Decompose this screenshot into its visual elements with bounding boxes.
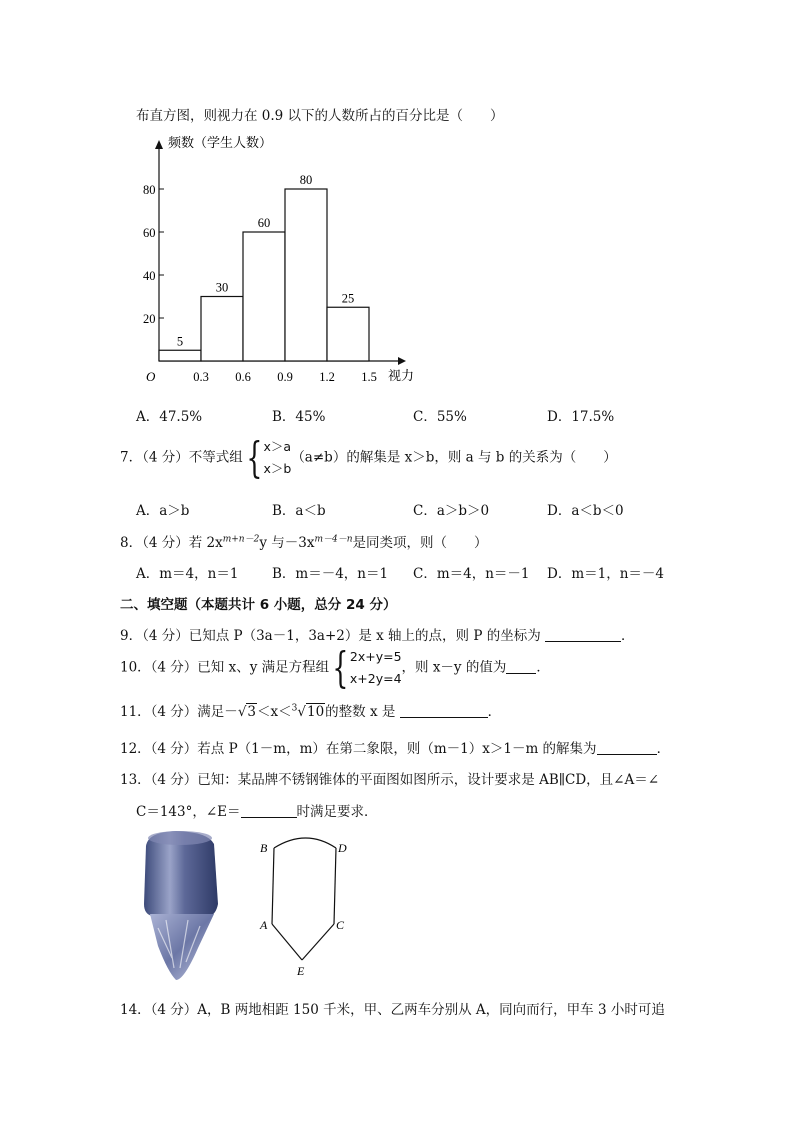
q6-option-c: C．55% (413, 409, 467, 425)
q11-answer-blank[interactable] (400, 703, 488, 718)
q6-option-a: A．47.5% (136, 409, 203, 425)
q8-exponent-b: m－4－n (314, 534, 353, 545)
q13-text-a: C＝143°，∠E＝ (136, 804, 241, 820)
label-c: C (336, 918, 345, 932)
label-a: A (260, 918, 268, 932)
q7-option-d: D．a＜b＜0 (547, 503, 624, 519)
q10-text-b: ，则 x－y 的值为 (401, 659, 507, 676)
q11-text-b: 的整数 x 是 (325, 704, 396, 720)
q8-option-a: A．m＝4，n＝1 (136, 566, 239, 582)
q7-row2: x＞b (263, 461, 292, 476)
segment-cd (334, 848, 336, 924)
segment-ce (302, 924, 334, 960)
q12-answer-blank[interactable] (597, 740, 657, 755)
q7-prefix: 7．（4 分）不等式组 (120, 449, 243, 466)
q8-option-d: D．m＝1，n＝－4 (547, 566, 664, 582)
x-axis-arrow (398, 357, 406, 365)
q7-condition: （a≠b）的解集是 x＞b，则 a 与 b 的关系为（ ） (291, 449, 617, 466)
q8-text-c: 是同类项，则（ ） (352, 535, 488, 551)
q11-radicand-1: 3 (247, 704, 257, 720)
q7-option-c: C．a＞b＞0 (413, 503, 490, 519)
question-13-line1: 13．（4 分）已知：某品牌不锈钢锥体的平面图如图所示，设计要求是 AB∥CD，且∠A＝∠ (120, 772, 660, 788)
question-11 (120, 700, 501, 720)
q11-end: ． (487, 704, 502, 720)
q10-row2: x+2y=4 (349, 671, 402, 686)
q7-option-b: B．a＜b (272, 503, 326, 519)
question-13-line2 (136, 800, 378, 820)
question-14: 14．（4 分）A，B 两地相距 150 千米，甲、乙两车分别从 A，同向而行，甲车 3 小时可追 (120, 1002, 665, 1018)
question-10 (120, 643, 550, 692)
bar-0 (159, 350, 201, 361)
q9-answer-blank[interactable] (545, 627, 621, 642)
q8-option-c: C．m＝4，n＝－1 (413, 566, 530, 582)
arc-bd (274, 838, 336, 848)
cone-photo (136, 828, 228, 984)
q12-end: ． (656, 741, 671, 757)
q12-text: 12．（4 分）若点 P（1－m，m）在第二象限，则（m－1）x＞1－m 的解集为 (120, 741, 597, 757)
q9-end: ． (621, 628, 635, 644)
y-axis-arrow (155, 140, 163, 149)
x-tick-label-1: 0.6 (235, 370, 251, 384)
geometry-figure (254, 834, 354, 980)
bar-3 (285, 189, 327, 361)
x-tick-label-3: 1.2 (319, 370, 335, 384)
question-7 (120, 433, 617, 482)
y-tick-label-60: 60 (143, 226, 156, 240)
x-axis-label: 视力 (388, 368, 415, 383)
q8-text-b: y 与－3x (259, 535, 315, 551)
q7-brace: { (246, 433, 263, 482)
q11-cbrt-10: √10 (297, 704, 325, 720)
q7-row1: x＞a (263, 439, 292, 454)
q6-stem: 布直方图，则视力在 0.9 以下的人数所占的百分比是（ ） (136, 108, 504, 124)
q10-system (350, 646, 402, 690)
q10-brace: { (332, 643, 349, 692)
q10-row1: 2x+y=5 (349, 649, 402, 664)
y-axis-label: 频数（学生人数） (168, 135, 273, 150)
y-tick-label-40: 40 (143, 269, 156, 283)
question-12 (120, 737, 670, 757)
q13-text-b: 时满足要求． (296, 804, 378, 820)
segment-ae (272, 924, 302, 960)
bar-1 (201, 297, 243, 362)
label-b: B (260, 841, 268, 855)
q7-option-a: A．a＞b (136, 503, 190, 519)
q6-option-b: B．45% (272, 409, 326, 425)
q8-text-a: 8．（4 分）若 2x (120, 535, 223, 551)
label-d: D (338, 841, 347, 855)
x-tick-label-2: 0.9 (277, 370, 293, 384)
x-tick-label-0: 0.3 (193, 370, 209, 384)
q8-exponent-a: m+n－2 (222, 534, 260, 545)
x-tick-label-4: 1.5 (361, 370, 377, 384)
bar-label-4: 25 (341, 291, 355, 306)
q6-option-d: D．17.5% (547, 409, 615, 425)
q13-answer-blank[interactable] (241, 803, 297, 818)
q10-answer-blank[interactable] (506, 659, 536, 674)
bar-label-0: 5 (176, 334, 184, 349)
question-8 (120, 531, 488, 551)
y-tick-label-20: 20 (143, 312, 156, 326)
segment-ab (272, 848, 274, 924)
q10-text-a: 10．（4 分）已知 x、y 满足方程组 (120, 659, 330, 676)
q11-mid: ＜x＜ (257, 704, 292, 720)
bar-label-3: 80 (299, 173, 313, 187)
question-9 (120, 624, 635, 644)
bar-label-1: 30 (215, 280, 229, 295)
q11-sqrt-3: √3 (237, 704, 257, 720)
q9-text: 9．（4 分）已知点 P（3a－1，3a+2）是 x 轴上的点，则 P 的坐标为 (120, 628, 541, 644)
label-e: E (297, 964, 305, 978)
bar-label-2: 60 (257, 216, 271, 230)
bar-2 (243, 232, 285, 361)
origin-label: O (146, 369, 156, 384)
section-2-heading: 二、填空题（本题共计 6 小题，总分 24 分） (120, 597, 397, 613)
q11-radicand-2: 10 (306, 704, 325, 720)
q11-cube-index: 3 (291, 703, 298, 714)
q10-end: ． (536, 659, 550, 676)
bar-4 (327, 307, 369, 361)
q8-option-b: B．m＝－4，n＝1 (272, 566, 389, 582)
q11-text-a: 11．（4 分）满足－ (120, 704, 238, 720)
y-tick-label-80: 80 (143, 183, 156, 197)
q7-system (263, 436, 291, 480)
